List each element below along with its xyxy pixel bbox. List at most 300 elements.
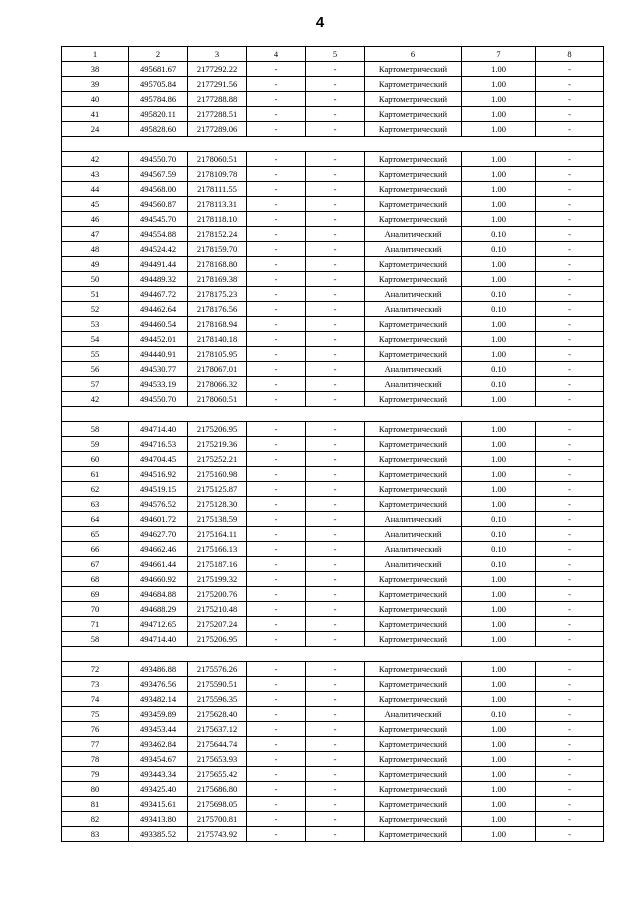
table-cell: Картометрический (365, 332, 462, 347)
table-cell: 2178175.23 (188, 287, 247, 302)
table-cell: 1.00 (462, 317, 536, 332)
table-cell: - (247, 122, 306, 137)
table-cell: 1.00 (462, 212, 536, 227)
table-cell: 63 (62, 497, 129, 512)
separator-row (62, 407, 604, 422)
table-cell: 2175686.80 (188, 782, 247, 797)
table-cell: 1.00 (462, 182, 536, 197)
table-cell: 494704.45 (129, 452, 188, 467)
table-cell: 493453.44 (129, 722, 188, 737)
column-header-3: 3 (188, 47, 247, 62)
page-number: 4 (315, 14, 325, 31)
table-cell: 51 (62, 287, 129, 302)
table-cell: - (306, 437, 365, 452)
table-cell: 50 (62, 272, 129, 287)
separator-cell (62, 407, 604, 422)
table-cell: - (306, 122, 365, 137)
table-cell: - (536, 92, 604, 107)
separator-row (62, 647, 604, 662)
table-row (62, 152, 604, 167)
table-cell: Аналитический (365, 287, 462, 302)
table-cell: - (247, 167, 306, 182)
table-cell: 55 (62, 347, 129, 362)
table-cell: 1.00 (462, 692, 536, 707)
table-row (62, 62, 604, 77)
table-cell: 1.00 (462, 827, 536, 842)
table-cell: 2175125.87 (188, 482, 247, 497)
table-cell: 2177288.88 (188, 92, 247, 107)
table-cell: 493385.52 (129, 827, 188, 842)
table-row (62, 122, 604, 137)
table-cell: 1.00 (462, 722, 536, 737)
table-cell: 1.00 (462, 482, 536, 497)
table-row (62, 587, 604, 602)
table-cell: 2175653.93 (188, 752, 247, 767)
table-row (62, 287, 604, 302)
table-cell: 2175743.92 (188, 827, 247, 842)
table-cell: 81 (62, 797, 129, 812)
table-cell: - (247, 467, 306, 482)
table-cell: - (247, 422, 306, 437)
table-cell: - (247, 482, 306, 497)
table-cell: 2175206.95 (188, 422, 247, 437)
table-cell: 2178060.51 (188, 392, 247, 407)
table-cell: 53 (62, 317, 129, 332)
table-cell: 0.10 (462, 377, 536, 392)
table-cell: 61 (62, 467, 129, 482)
table-cell: 2178159.70 (188, 242, 247, 257)
table-cell: 1.00 (462, 797, 536, 812)
table-row (62, 737, 604, 752)
table-cell: Картометрический (365, 827, 462, 842)
table-cell: 49 (62, 257, 129, 272)
table-cell: Картометрический (365, 572, 462, 587)
table-cell: - (306, 422, 365, 437)
table-cell: - (306, 572, 365, 587)
table-cell: - (536, 272, 604, 287)
table-cell: - (536, 452, 604, 467)
table-cell: - (247, 287, 306, 302)
table-cell: 2175164.11 (188, 527, 247, 542)
table-cell: 2178105.95 (188, 347, 247, 362)
table-cell: Картометрический (365, 587, 462, 602)
table-cell: - (306, 812, 365, 827)
table-row (62, 77, 604, 92)
table-cell: - (536, 677, 604, 692)
table-row (62, 302, 604, 317)
table-cell: Аналитический (365, 527, 462, 542)
table-cell: 42 (62, 152, 129, 167)
table-cell: - (306, 632, 365, 647)
table-cell: - (247, 797, 306, 812)
table-cell: Картометрический (365, 662, 462, 677)
table-cell: 494491.44 (129, 257, 188, 272)
table-cell: 2175199.32 (188, 572, 247, 587)
table-cell: 1.00 (462, 782, 536, 797)
table-cell: Картометрический (365, 692, 462, 707)
table-cell: - (536, 437, 604, 452)
table-cell: - (536, 542, 604, 557)
table-row (62, 272, 604, 287)
table-cell: 493443.34 (129, 767, 188, 782)
table-cell: 1.00 (462, 767, 536, 782)
table-cell: 83 (62, 827, 129, 842)
table-cell: 64 (62, 512, 129, 527)
table-cell: 2175138.59 (188, 512, 247, 527)
table-cell: - (536, 632, 604, 647)
table-cell: 76 (62, 722, 129, 737)
table-cell: 38 (62, 62, 129, 77)
column-header-5: 5 (306, 47, 365, 62)
table-cell: Картометрический (365, 317, 462, 332)
table-cell: - (306, 707, 365, 722)
table-cell: - (247, 737, 306, 752)
table-cell: 2175576.26 (188, 662, 247, 677)
table-cell: - (247, 542, 306, 557)
table-cell: - (536, 122, 604, 137)
table-cell: - (306, 152, 365, 167)
table-cell: - (306, 302, 365, 317)
table-cell: 494460.54 (129, 317, 188, 332)
table-cell: - (247, 302, 306, 317)
table-cell: Картометрический (365, 92, 462, 107)
table-cell: 1.00 (462, 452, 536, 467)
table-row (62, 92, 604, 107)
table-cell: 2175628.40 (188, 707, 247, 722)
table-cell: Картометрический (365, 197, 462, 212)
table-cell: - (536, 62, 604, 77)
table-cell: 0.10 (462, 542, 536, 557)
table-cell: - (247, 587, 306, 602)
table-cell: Картометрический (365, 347, 462, 362)
table-cell: 494462.64 (129, 302, 188, 317)
table-cell: 494662.46 (129, 542, 188, 557)
table-cell: Картометрический (365, 257, 462, 272)
table-cell: - (247, 497, 306, 512)
column-header-2: 2 (129, 47, 188, 62)
table-cell: 2175698.05 (188, 797, 247, 812)
table-row (62, 692, 604, 707)
table-cell: - (536, 392, 604, 407)
table-cell: 2178118.10 (188, 212, 247, 227)
table-cell: - (306, 317, 365, 332)
table-cell: - (247, 152, 306, 167)
table-cell: - (536, 242, 604, 257)
table-cell: 54 (62, 332, 129, 347)
column-header-6: 6 (365, 47, 462, 62)
table-cell: - (536, 797, 604, 812)
table-cell: 1.00 (462, 437, 536, 452)
table-cell: 74 (62, 692, 129, 707)
table-row (62, 677, 604, 692)
table-cell: 70 (62, 602, 129, 617)
table-cell: 1.00 (462, 332, 536, 347)
table-cell: - (536, 557, 604, 572)
table-cell: - (536, 227, 604, 242)
table-cell: 495820.11 (129, 107, 188, 122)
table-cell: Картометрический (365, 152, 462, 167)
table-row (62, 212, 604, 227)
table-row (62, 527, 604, 542)
table-row (62, 632, 604, 647)
table-cell: 2177288.51 (188, 107, 247, 122)
table-row (62, 242, 604, 257)
table-cell: 69 (62, 587, 129, 602)
table-cell: 494660.92 (129, 572, 188, 587)
table-cell: - (306, 557, 365, 572)
table-cell: 2178067.01 (188, 362, 247, 377)
table-cell: 2175637.12 (188, 722, 247, 737)
table-cell: 2175644.74 (188, 737, 247, 752)
table-cell: 1.00 (462, 62, 536, 77)
table-cell: 0.10 (462, 557, 536, 572)
table-body (62, 62, 604, 842)
table-cell: Картометрический (365, 737, 462, 752)
table-cell: - (306, 257, 365, 272)
table-cell: - (247, 752, 306, 767)
table-cell: Картометрический (365, 797, 462, 812)
table-cell: 2178111.55 (188, 182, 247, 197)
table-cell: - (247, 362, 306, 377)
table-cell: - (247, 242, 306, 257)
table-cell: - (247, 77, 306, 92)
table-cell: - (536, 602, 604, 617)
table-cell: - (306, 272, 365, 287)
table-cell: 2175166.13 (188, 542, 247, 557)
table-cell: - (306, 377, 365, 392)
table-cell: - (306, 167, 365, 182)
table-cell: 2175207.24 (188, 617, 247, 632)
table-row (62, 227, 604, 242)
table-cell: 494568.00 (129, 182, 188, 197)
table-cell: Картометрический (365, 782, 462, 797)
table-cell: Аналитический (365, 707, 462, 722)
table-cell: 2175160.98 (188, 467, 247, 482)
table-cell: 494714.40 (129, 632, 188, 647)
table-cell: - (536, 482, 604, 497)
table-cell: 2178113.31 (188, 197, 247, 212)
table-cell: Картометрический (365, 62, 462, 77)
table-cell: 494684.88 (129, 587, 188, 602)
table-cell: 1.00 (462, 272, 536, 287)
table-cell: - (306, 767, 365, 782)
table-cell: 73 (62, 677, 129, 692)
table-cell: 2177289.06 (188, 122, 247, 137)
table-row (62, 662, 604, 677)
table-cell: 2175200.76 (188, 587, 247, 602)
table-cell: 2178109.78 (188, 167, 247, 182)
table-cell: - (306, 62, 365, 77)
table-cell: - (247, 557, 306, 572)
table-cell: - (247, 197, 306, 212)
table-cell: 493413.80 (129, 812, 188, 827)
table-cell: 495828.60 (129, 122, 188, 137)
table-cell: 2175206.95 (188, 632, 247, 647)
table-cell: 57 (62, 377, 129, 392)
table-cell: - (306, 227, 365, 242)
table-cell: - (536, 197, 604, 212)
table-cell: 1.00 (462, 107, 536, 122)
table-cell: - (306, 467, 365, 482)
table-cell: - (536, 332, 604, 347)
table-cell: - (536, 707, 604, 722)
table-cell: - (306, 197, 365, 212)
table-cell: 494550.70 (129, 392, 188, 407)
table-cell: - (306, 182, 365, 197)
coordinates-table (61, 46, 604, 842)
table-cell: - (306, 782, 365, 797)
table-cell: - (306, 77, 365, 92)
table-cell: - (247, 707, 306, 722)
table-cell: 1.00 (462, 497, 536, 512)
table-cell: - (536, 212, 604, 227)
table-cell: 2175210.48 (188, 602, 247, 617)
column-header-4: 4 (247, 47, 306, 62)
table-cell: - (306, 587, 365, 602)
table-cell: 2175596.35 (188, 692, 247, 707)
table-cell: 494560.87 (129, 197, 188, 212)
table-cell: 0.10 (462, 227, 536, 242)
table-cell: 45 (62, 197, 129, 212)
table-row (62, 812, 604, 827)
table-cell: 494440.91 (129, 347, 188, 362)
table-cell: Картометрический (365, 422, 462, 437)
table-cell: 72 (62, 662, 129, 677)
table-cell: - (306, 392, 365, 407)
table-row (62, 542, 604, 557)
table-cell: - (247, 662, 306, 677)
column-header-7: 7 (462, 47, 536, 62)
table-cell: 2175252.21 (188, 452, 247, 467)
table-cell: 65 (62, 527, 129, 542)
table-cell: 493482.14 (129, 692, 188, 707)
table-row (62, 752, 604, 767)
table-cell: - (247, 767, 306, 782)
table-cell: - (247, 812, 306, 827)
table-row (62, 332, 604, 347)
table-cell: Картометрический (365, 482, 462, 497)
table-cell: - (536, 422, 604, 437)
table-cell: 493425.40 (129, 782, 188, 797)
table-cell: 1.00 (462, 812, 536, 827)
table-cell: - (536, 167, 604, 182)
table-cell: 493476.56 (129, 677, 188, 692)
table-cell: - (536, 152, 604, 167)
table-cell: - (306, 722, 365, 737)
table-cell: Аналитический (365, 227, 462, 242)
table-cell: - (247, 377, 306, 392)
table-cell: 2178060.51 (188, 152, 247, 167)
table-cell: 494567.59 (129, 167, 188, 182)
table-cell: 2175700.81 (188, 812, 247, 827)
table-cell: - (306, 107, 365, 122)
column-header-1: 1 (62, 47, 129, 62)
table-cell: 1.00 (462, 392, 536, 407)
table-cell: 0.10 (462, 527, 536, 542)
table-cell: - (306, 287, 365, 302)
table-cell: 80 (62, 782, 129, 797)
table-cell: 494716.53 (129, 437, 188, 452)
table-row (62, 827, 604, 842)
table-cell: - (536, 77, 604, 92)
table-cell: 1.00 (462, 602, 536, 617)
table-cell: 58 (62, 422, 129, 437)
table-cell: 494489.32 (129, 272, 188, 287)
table-row (62, 467, 604, 482)
table-cell: 82 (62, 812, 129, 827)
table-cell: 494554.88 (129, 227, 188, 242)
table-cell: - (247, 527, 306, 542)
table-cell: 79 (62, 767, 129, 782)
table-row (62, 392, 604, 407)
table-cell: 1.00 (462, 737, 536, 752)
table-cell: Картометрический (365, 752, 462, 767)
table-cell: 47 (62, 227, 129, 242)
table-cell: 1.00 (462, 167, 536, 182)
table-cell: - (306, 827, 365, 842)
table-cell: Аналитический (365, 557, 462, 572)
table-cell: Картометрический (365, 812, 462, 827)
table-cell: - (306, 497, 365, 512)
table-cell: 494550.70 (129, 152, 188, 167)
table-cell: Картометрический (365, 182, 462, 197)
table-cell: - (247, 572, 306, 587)
table-cell: 2175655.42 (188, 767, 247, 782)
table-cell: - (536, 782, 604, 797)
table-cell: 2178168.94 (188, 317, 247, 332)
table-cell: 0.10 (462, 242, 536, 257)
table-cell: 494516.92 (129, 467, 188, 482)
separator-row (62, 137, 604, 152)
table-cell: 494576.52 (129, 497, 188, 512)
table-cell: 0.10 (462, 302, 536, 317)
table-cell: - (536, 317, 604, 332)
table-cell: - (536, 362, 604, 377)
table-cell: 494467.72 (129, 287, 188, 302)
table-cell: 493486.88 (129, 662, 188, 677)
table-cell: - (306, 347, 365, 362)
table-cell: Картометрический (365, 617, 462, 632)
table-cell: - (306, 602, 365, 617)
table-cell: Аналитический (365, 377, 462, 392)
table-cell: - (247, 512, 306, 527)
table-cell: 2178066.32 (188, 377, 247, 392)
table-cell: 46 (62, 212, 129, 227)
table-cell: - (536, 827, 604, 842)
table-row (62, 707, 604, 722)
table-cell: 2175590.51 (188, 677, 247, 692)
table-cell: 52 (62, 302, 129, 317)
table-cell: 1.00 (462, 257, 536, 272)
table-cell: 1.00 (462, 587, 536, 602)
table-row (62, 347, 604, 362)
table-cell: Аналитический (365, 242, 462, 257)
table-cell: - (306, 512, 365, 527)
table-cell: 2178176.56 (188, 302, 247, 317)
table-cell: - (306, 362, 365, 377)
table-row (62, 317, 604, 332)
table-cell: 43 (62, 167, 129, 182)
table-cell: Аналитический (365, 542, 462, 557)
table-cell: 494714.40 (129, 422, 188, 437)
table-cell: - (306, 752, 365, 767)
table-cell: Картометрический (365, 122, 462, 137)
table-cell: 59 (62, 437, 129, 452)
table-cell: 56 (62, 362, 129, 377)
table-cell: - (536, 287, 604, 302)
table-cell: - (536, 812, 604, 827)
table-cell: - (247, 107, 306, 122)
